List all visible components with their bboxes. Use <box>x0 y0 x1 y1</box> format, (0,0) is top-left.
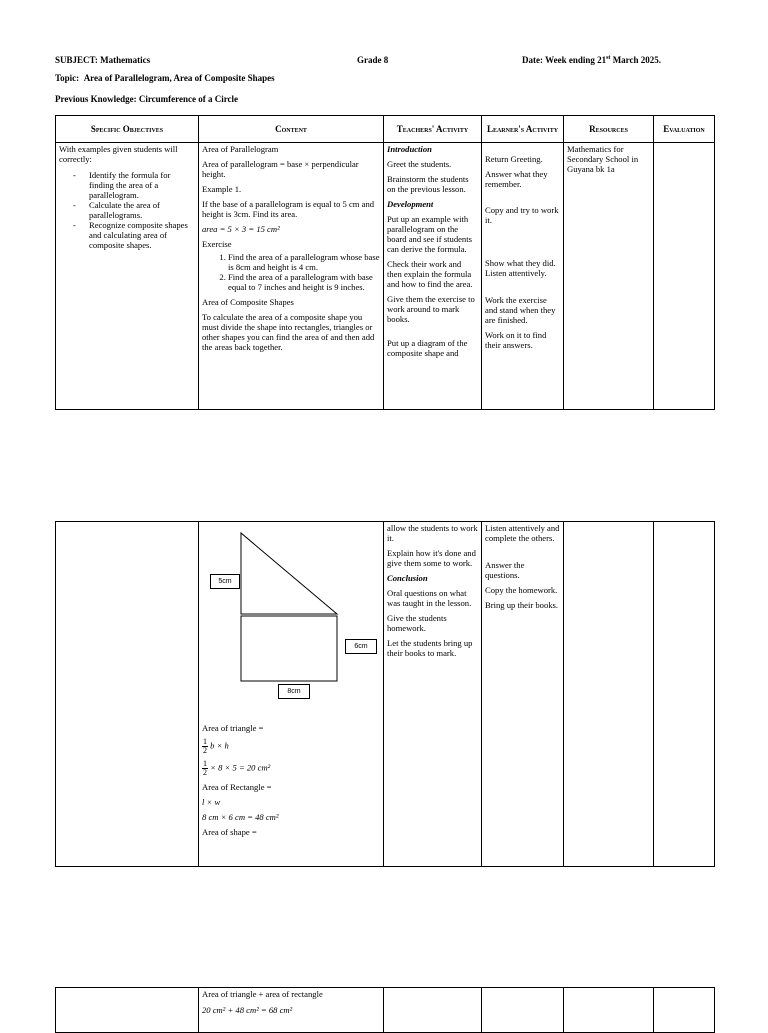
teacher-step: Oral questions on what was taught in the lesson. <box>387 588 472 608</box>
learner-step: Listen attentively and complete the others. <box>485 523 560 543</box>
example-answer: area = 5 × 3 = 15 cm² <box>202 224 280 234</box>
col-teacher: Teachers' Activity <box>384 116 482 143</box>
rectangle-calculation: 8 cm × 6 cm = 48 cm² <box>202 812 279 822</box>
teacher-step: Brainstorm the students on the previous lesson. <box>387 174 469 194</box>
learner-activity-cell-empty <box>482 988 564 1033</box>
rectangle-area-label: Area of Rectangle = <box>202 782 272 792</box>
content-formula: Area of parallelogram = base × perpendicular height. <box>202 159 359 179</box>
learner-step: Copy the homework. <box>485 585 558 595</box>
learner-step: Work on it to find their answers. <box>485 330 547 350</box>
lesson-plan-table-page2 <box>55 521 715 867</box>
teacher-step: allow the students to work it. <box>387 523 478 543</box>
shape-area-label: Area of shape = <box>202 827 257 837</box>
objectives-list <box>59 170 195 250</box>
exercise-label: Exercise <box>202 239 232 249</box>
fraction-denominator: 2 <box>203 746 207 755</box>
subject-line: SUBJECT: Mathematics <box>55 55 151 65</box>
learner-step: Bring up their books. <box>485 600 559 610</box>
objective-item: - Identify the formula for finding the area of a parallelogram. <box>73 170 195 200</box>
teacher-step: Check their work and then explain the formula and how to find the area. <box>387 259 473 289</box>
exercise-item: 2. Find the area of a parallelogram with base equal to 7 inches and height is 9 inches. <box>228 272 380 292</box>
objectives-cell-empty <box>56 988 199 1033</box>
evaluation-cell <box>654 143 715 410</box>
topic-value: Area of Parallelogram, Area of Composite Shapes <box>83 73 275 83</box>
prev-label: Previous Knowledge <box>55 94 134 104</box>
learner-step: Return Greeting. <box>485 154 543 164</box>
objective-item: - Recognize composite shapes and calculating area of composite shapes. <box>73 220 195 250</box>
date-sup: st <box>606 55 611 61</box>
content-cell <box>199 522 384 867</box>
fraction-denominator: 2 <box>203 768 207 777</box>
learner-activity-cell <box>482 143 564 410</box>
evaluation-cell-empty <box>654 522 715 867</box>
col-content: Content <box>199 116 384 143</box>
introduction-heading: Introduction <box>387 144 432 154</box>
fraction-numerator: 1 <box>203 759 207 768</box>
date-line <box>522 55 661 65</box>
teacher-step: Put up a diagram of the composite shape and <box>387 338 468 358</box>
col-learner: Learner's Activity <box>482 116 564 143</box>
resources-cell-empty <box>564 988 654 1033</box>
composite-sum-label: Area of triangle + area of rectangle <box>202 989 323 999</box>
teacher-step: Let the students bring up their books to mark. <box>387 638 473 658</box>
development-heading: Development <box>387 199 434 209</box>
grade-line: Grade 8 <box>357 55 389 65</box>
resources-cell: Mathematics for Secondary School in Guyana bk 1a <box>564 143 654 410</box>
rectangle-formula: l × w <box>202 797 221 807</box>
composite-shape-diagram <box>202 523 382 713</box>
prev-value: : Circumference of a Circle <box>133 94 239 104</box>
half-fraction <box>202 738 208 755</box>
col-evaluation: Evaluation <box>654 116 715 143</box>
evaluation-cell-empty <box>654 988 715 1033</box>
learner-step: Work the exercise and stand when they are finished. <box>485 295 556 325</box>
teacher-step: Give the students homework. <box>387 613 447 633</box>
objective-item: - Calculate the area of parallelograms. <box>73 200 195 220</box>
topic-line <box>55 73 275 83</box>
composite-text: To calculate the area of a composite shape you must divide the shape into rectangles, triangles or other shapes you can find the area of and then add the areas back together. <box>202 312 375 352</box>
content-cell <box>199 143 384 410</box>
bottom-length-label: 8cm <box>278 684 310 699</box>
learner-step: Copy and try to work it. <box>485 205 559 225</box>
date-prefix: Date: Week ending 21 <box>522 55 607 65</box>
triangle-calc-rest: × 8 × 5 = 20 cm² <box>210 762 271 773</box>
teacher-activity-cell-empty <box>384 988 482 1033</box>
example-text: If the base of a parallelogram is equal to 5 cm and height is 3cm. Find its area. <box>202 199 375 219</box>
topic-label: Topic: <box>55 73 80 83</box>
lesson-plan-table-page1 <box>55 115 715 410</box>
learner-step: Answer the questions. <box>485 560 525 580</box>
side-length-label: 5cm <box>210 574 240 589</box>
teacher-activity-cell <box>384 522 482 867</box>
learner-activity-cell <box>482 522 564 867</box>
col-resources: Resources <box>564 116 654 143</box>
teacher-activity-cell <box>384 143 482 410</box>
content-cell <box>199 988 384 1033</box>
resources-cell-empty <box>564 522 654 867</box>
triangle-formula-rest: b × h <box>210 740 229 751</box>
half-fraction <box>202 760 208 777</box>
fraction-numerator: 1 <box>203 737 207 746</box>
teacher-step: Greet the students. <box>387 159 452 169</box>
learner-step: Answer what they remember. <box>485 169 548 189</box>
col-objectives: Specific Objectives <box>56 116 199 143</box>
triangle-calculation <box>202 760 380 777</box>
lesson-plan-table-page3 <box>55 987 715 1033</box>
conclusion-heading: Conclusion <box>387 573 428 583</box>
objectives-cell <box>56 143 199 410</box>
teacher-step: Explain how it's done and give them some to work. <box>387 548 476 568</box>
triangle-formula <box>202 738 380 755</box>
triangle-shape <box>241 533 337 614</box>
content-heading: Area of Parallelogram <box>202 144 279 154</box>
date-suffix: March 2025. <box>610 55 662 65</box>
composite-sum-calculation: 20 cm² + 48 cm² = 68 cm² <box>202 1005 293 1015</box>
triangle-area-label: Area of triangle = <box>202 723 264 733</box>
previous-knowledge-line <box>55 94 238 104</box>
learner-step: Show what they did. Listen attentively. <box>485 258 556 278</box>
right-length-label: 6cm <box>345 639 377 654</box>
objectives-intro: With examples given students will correctly: <box>59 144 178 164</box>
rectangle-shape <box>241 616 337 681</box>
example-label: Example 1. <box>202 184 242 194</box>
exercise-list <box>202 252 380 292</box>
objectives-cell-empty <box>56 522 199 867</box>
composite-heading: Area of Composite Shapes <box>202 297 294 307</box>
teacher-step: Put up an example with parallelogram on the board and see if students can derive the formula. <box>387 214 472 254</box>
teacher-step: Give them the exercise to work around to mark books. <box>387 294 475 324</box>
exercise-item: 1. Find the area of a parallelogram whose base is 8cm and height is 4 cm. <box>228 252 380 272</box>
